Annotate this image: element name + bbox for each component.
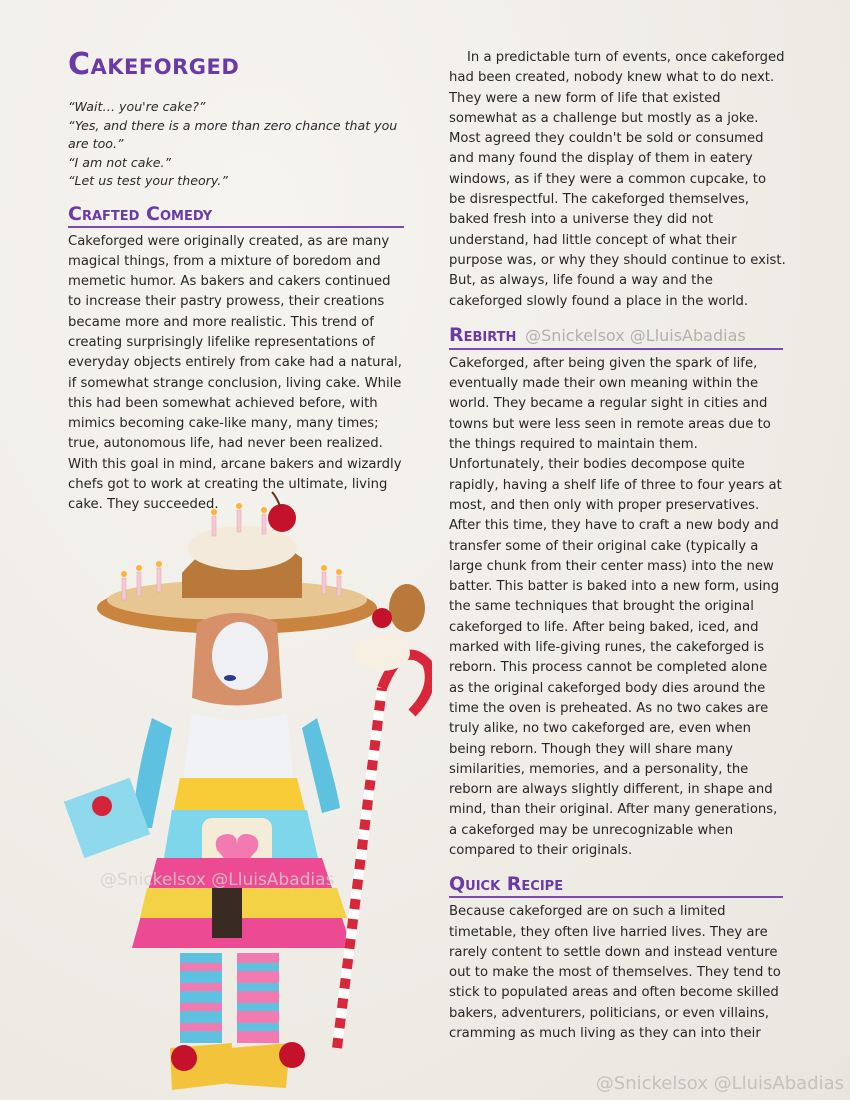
text-line: marked with life-giving runes, the cakeforged is (449, 640, 765, 656)
text-line: reborn. This process cannot be completed alone (449, 660, 768, 676)
section-heading-quick-recipe: Quick Recipe (449, 873, 783, 898)
quote-line: “Wait… you're cake?” (68, 99, 206, 114)
text-line: large chunk from their center mass) into the new (449, 558, 774, 574)
text-line: transfer some of their original cake (typically a (449, 538, 759, 554)
text-line: mimics becoming cake-like many, many times; (68, 416, 379, 432)
text-line: true, autonomous life, had never been realized. (68, 436, 383, 452)
text-line: this had been somewhat achieved before, with (68, 395, 378, 411)
text-line: In a predictable turn of events, once cakeforged (467, 50, 785, 65)
text-line: as the original cakeforged body dies around the (449, 680, 766, 696)
text-line: Unfortunately, their bodies decompose quite (449, 457, 745, 473)
cakeforged-illustration (62, 488, 432, 1094)
quote-line: “I am not cake.” (68, 154, 172, 170)
text-line: bakers, adventurers, politicians, or even villains, (449, 1005, 770, 1021)
text-line: Cakeforged, after being given the spark of life, (449, 355, 758, 371)
rebirth-heading-text: Rebirth (449, 323, 517, 346)
epigraph-quote (68, 98, 404, 191)
text-line: towns but were less seen in remote areas due to (449, 416, 771, 432)
text-line: reborn are always slightly different, in shape and (449, 782, 773, 798)
text-line: baked fresh into a universe they did not (449, 212, 714, 228)
text-line: had been created, nobody knew what to do next. (449, 70, 775, 86)
text-line: being reborn. Though they will share many (449, 741, 733, 757)
rebirth-paragraph (449, 354, 783, 861)
text-line: memetic humor. As bakers and cakers continued (68, 274, 391, 290)
text-line: purpose was, or why they should continue to exist. (449, 252, 786, 268)
text-line: rarely content to settle down and instead venture (449, 944, 778, 960)
text-line: cake. They succeeded. (68, 497, 219, 513)
artist-credit: @Snickelsox @LluisAbadias (525, 325, 746, 345)
text-line: timetable, they often live harried lives. They are (449, 924, 768, 940)
section-heading-crafted-comedy: Crafted Comedy (68, 203, 404, 228)
text-line: somewhat as a challenge but mostly as a joke. (449, 110, 759, 126)
text-line: the things required to maintain them. (449, 437, 698, 453)
left-column (68, 48, 404, 516)
text-line: cakeforged to life. After being baked, iced, and (449, 619, 759, 635)
text-line: Because cakeforged are on such a limited (449, 904, 726, 920)
text-line: Most agreed they couldn't be sold or consumed (449, 131, 764, 147)
text-line: windows, as if they were a common cupcake, to (449, 171, 767, 187)
text-line: stick to populated areas and often become skilled (449, 985, 779, 1001)
text-line: mind, than their original. After many generations, (449, 802, 778, 818)
page-title: Cakeforged (68, 47, 240, 82)
text-line: eventually made their own meaning within the (449, 376, 759, 392)
text-line: be disrespectful. The cakeforged themselves, (449, 192, 750, 208)
text-line: similarities, memories, and a personality, the (449, 761, 749, 777)
quick-recipe-paragraph (449, 902, 783, 1044)
art-watermark: @Snickelsox @LluisAbadias (100, 870, 335, 890)
text-line: magical things, from a mixture of boredom and (68, 253, 381, 269)
text-line: most, and then only with proper preservatives. (449, 497, 760, 513)
quote-line: “Let us test your theory.” (68, 173, 228, 188)
text-line: rapidly, having a shelf life of three to four years at (449, 477, 782, 493)
text-line: the same techniques that brought the original (449, 599, 754, 615)
text-line: world. They became a regular sight in cities and (449, 396, 768, 412)
text-line: became more and more realistic. This trend of (68, 314, 374, 330)
text-line: out to make the most of themselves. They tend to (449, 965, 781, 981)
text-line: chefs got to work at creating the ultimate, living (68, 477, 388, 493)
section-heading-rebirth (449, 324, 783, 350)
page-watermark: @Snickelsox @LluisAbadias (595, 1073, 844, 1094)
quote-line: are too.” (68, 136, 124, 151)
text-line: With this goal in mind, arcane bakers and wizardly (68, 456, 402, 472)
text-line: everyday objects entirely from cake had a natural, (68, 355, 402, 371)
text-line: if somewhat strange conclusion, living cake. While (68, 375, 402, 391)
text-line: truly alike, no two cakeforged are, even when (449, 721, 751, 737)
text-line: batter. This batter is baked into a new form, using (449, 579, 780, 595)
text-line: a cakeforged may be unrecognizable when (449, 822, 734, 838)
text-line: compared to their originals. (449, 842, 633, 858)
text-line: But, as always, life found a way and the (449, 273, 713, 289)
text-line: They were a new form of life that existed (449, 90, 721, 106)
intro-paragraph (449, 48, 786, 312)
text-line: time the oven is preheated. As no two cakes are (449, 700, 769, 716)
text-line: to increase their pastry prowess, their creations (68, 294, 385, 310)
right-column (449, 48, 786, 1044)
text-line: Cakeforged were originally created, as are many (68, 233, 390, 249)
quote-line: “Yes, and there is a more than zero chance that you (68, 117, 398, 133)
crafted-comedy-paragraph (68, 232, 404, 516)
text-line: cakeforged slowly found a place in the world. (449, 293, 749, 309)
text-line: understand, had little concept of what their (449, 232, 737, 248)
text-line: creating surprisingly lifelike representations of (68, 334, 375, 350)
text-line: and many found the display of them in eatery (449, 151, 753, 167)
text-line: cramming as much living as they can into their (449, 1026, 761, 1042)
text-line: After this time, they have to craft a new body and (449, 518, 779, 534)
